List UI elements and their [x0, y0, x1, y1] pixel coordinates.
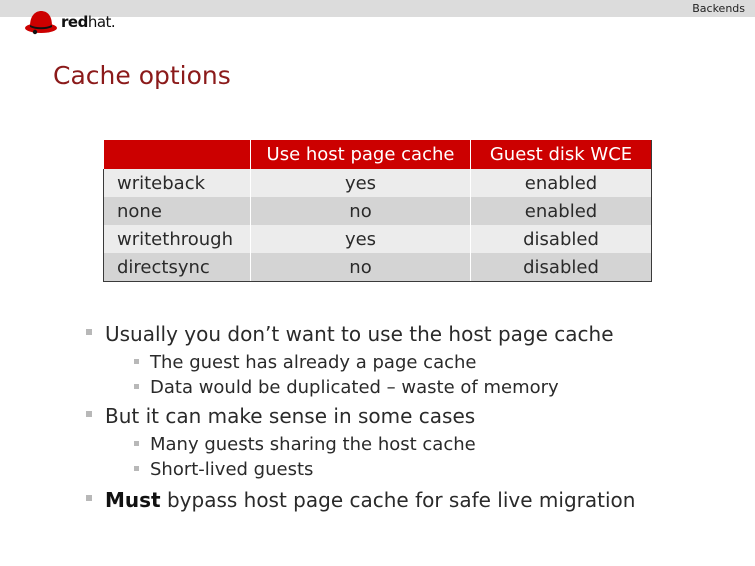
- sub-bullet-list: [105, 432, 635, 482]
- table-row: [104, 169, 652, 197]
- bullet-text: [105, 486, 635, 514]
- redhat-logo: [24, 8, 115, 36]
- shadowman-hat-icon: [24, 9, 58, 35]
- table-cell: directsync: [104, 253, 251, 282]
- table-cell: no: [251, 253, 471, 282]
- bullet-rest-text: bypass host page cache for safe live migration: [160, 488, 636, 512]
- table-cell: enabled: [471, 197, 652, 225]
- emphasis-text: Must: [105, 488, 161, 512]
- list-item: Data would be duplicated – waste of memory: [105, 375, 635, 400]
- table-header-cell: Use host page cache: [251, 140, 471, 169]
- table-cell: no: [251, 197, 471, 225]
- cache-options-table: [103, 140, 652, 282]
- table-cell: none: [104, 197, 251, 225]
- logo-wordmark: redhat.: [61, 13, 116, 31]
- list-item: Many guests sharing the host cache: [105, 432, 635, 457]
- sub-bullet-list: [105, 350, 635, 400]
- bullet-text: Usually you don’t want to use the host page cache: [105, 322, 614, 346]
- table-header-row: [104, 140, 652, 169]
- list-item: The guest has already a page cache: [105, 350, 635, 375]
- table-cell: writeback: [104, 169, 251, 197]
- table-cell: disabled: [471, 253, 652, 282]
- table-cell: yes: [251, 169, 471, 197]
- table-header-cell: Guest disk WCE: [471, 140, 652, 169]
- table-cell: writethrough: [104, 225, 251, 253]
- table-cell: enabled: [471, 169, 652, 197]
- list-item: [86, 320, 635, 400]
- list-item: Short-lived guests: [105, 457, 635, 482]
- section-name: Backends: [692, 2, 745, 15]
- table-row: [104, 225, 652, 253]
- list-item: [86, 402, 635, 482]
- slide-title: Cache options: [53, 61, 231, 90]
- table-cell: disabled: [471, 225, 652, 253]
- table-cell: yes: [251, 225, 471, 253]
- bullet-list: [86, 320, 635, 514]
- table-header-cell: [104, 140, 251, 169]
- table-row: [104, 197, 652, 225]
- bullet-text: But it can make sense in some cases: [105, 404, 476, 428]
- table-row: [104, 253, 652, 282]
- list-item: [86, 486, 635, 514]
